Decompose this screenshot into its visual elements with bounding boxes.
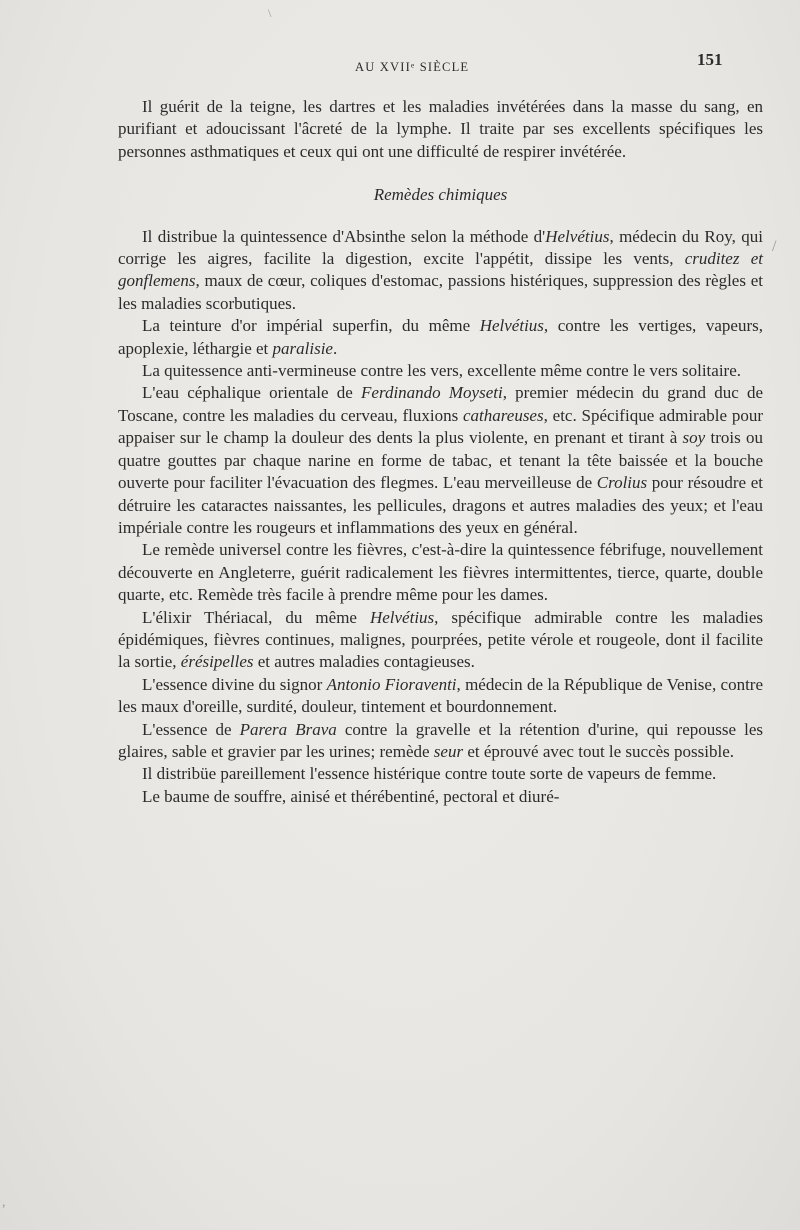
paragraph: Il distribue la quintessence d'Absinthe selon la méthode d'Helvétius, médecin du Roy, qui corrige les aigres, facilite la digestion, excite l'appétit, dissipe les vents, cruditez et gonflemens, maux de cœur, coliques d'estomac, passions histériques, suppression des règles et les maladies scorbutiques. [118, 226, 763, 313]
paragraph: Le remède universel contre les fièvres, c'est-à-dire la quintessence fébrifuge, nouvellement découverte en Angleterre, guérit radicalement les fièvres intermittentes, tierce, quarte, double quarte, etc. Remède très facile à prendre même pour les dames. [118, 540, 763, 605]
running-head: AU XVIIᵉ SIÈCLE [355, 60, 470, 74]
stray-mark: \ [268, 6, 272, 20]
page-body [118, 96, 763, 808]
page-header [0, 50, 800, 86]
stray-mark: , [2, 1195, 6, 1210]
section-heading: Remèdes chimiques [373, 185, 508, 205]
paragraph: Il distribüe pareillement l'essence histérique contre toute sorte de vapeurs de femme. [142, 764, 717, 784]
paragraph: Il guérit de la teigne, les dartres et les maladies invétérées dans la masse du sang, en purifiant et adoucissant l'âcreté de la lymphe. Il traite par ses excellents spécifiques les personnes asthmatiques et ceux qui ont une difficulté de respirer invétérée. [118, 97, 763, 161]
paragraph: L'eau céphalique orientale de Ferdinando Moyseti, premier médecin du grand duc de Toscane, contre les maladies du cerveau, fluxions cathareuses, etc. Spécifique admirable pour appaiser sur le champ la douleur des dents la plus violente, en prenant et tirant à soy trois ou quatre gouttes par chaque narine en forme de tabac, et tenant la tête baissée et la bouche ouverte pour faciliter l'évacuation des flegmes. L'eau merveilleuse de Crolius pour résoudre et détruire les cataractes naissantes, les pellicules, dragons et autres maladies des yeux; et l'eau impériale contre les rougeurs et inflammations des yeux en général. [118, 383, 764, 537]
paragraph: Le baume de souffre, ainisé et thérébentiné, pectoral et diuré- [142, 786, 560, 806]
paragraph: La teinture d'or impérial superfin, du même Helvétius, contre les vertiges, vapeurs, apoplexie, léthargie et paralisie. [118, 316, 763, 358]
paragraph: L'élixir Thériacal, du même Helvétius, spécifique admirable contre les maladies épidémiques, fièvres continues, malignes, pourprées, petite vérole et rougeole, dont il facilite la sortie, érésipelles et autres maladies contagieuses. [118, 607, 764, 672]
paragraph: L'essence de Parera Brava contre la gravelle et la rétention d'urine, qui repousse les glaires, sable et gravier par les urines; remède seur et éprouvé avec tout le succès possible. [118, 719, 764, 761]
paragraph: L'essence divine du signor Antonio Fioraventi, médecin de la République de Venise, contre les maux d'oreille, surdité, douleur, tintement et bourdonnement. [118, 674, 764, 717]
paragraph: La quitessence anti-vermineuse contre les vers, excellente même contre le vers solitaire. [142, 361, 741, 381]
stray-mark: / [772, 238, 777, 255]
page-number: 151 [697, 50, 723, 69]
